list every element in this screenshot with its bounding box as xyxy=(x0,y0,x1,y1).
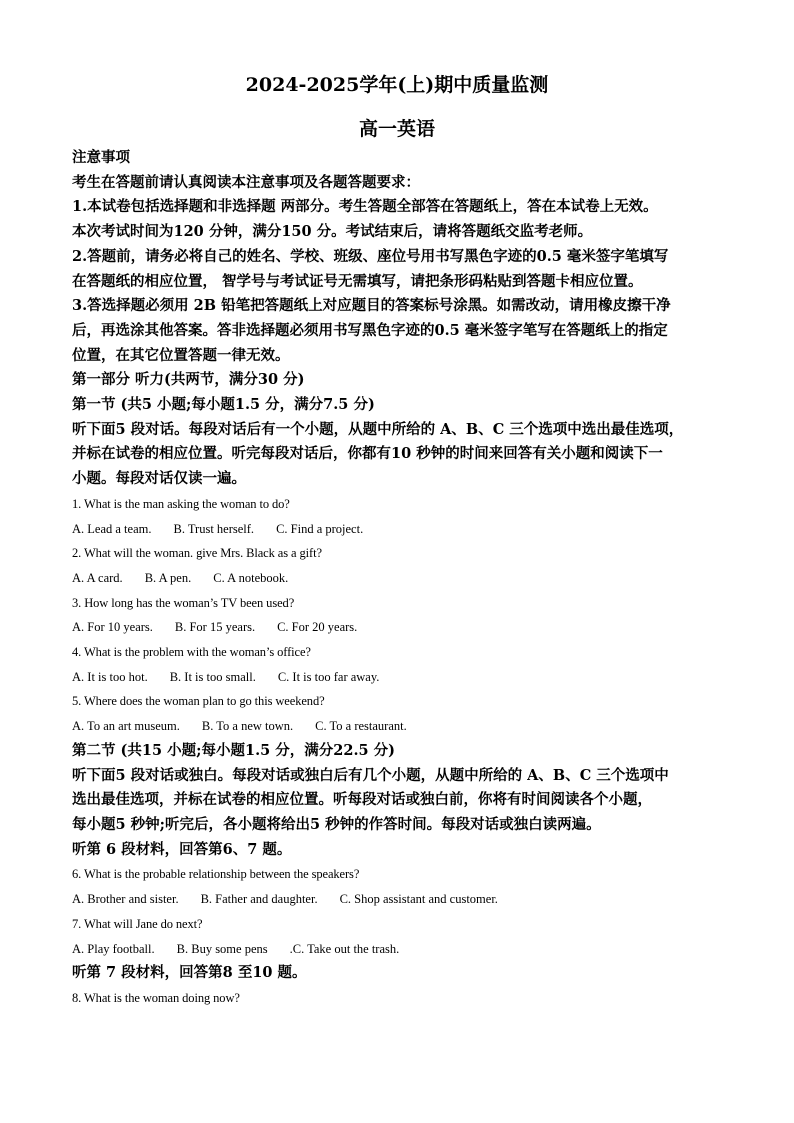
option-b: B. Trust herself. xyxy=(173,521,255,536)
material-6-heading: 听第 6 段材料，回答第6、7 题。 xyxy=(72,840,292,858)
question-2: 2. What will the woman. give Mrs. Black as a gift? xyxy=(72,546,322,561)
option-a: A. Lead a team. xyxy=(72,521,152,536)
question-4-options xyxy=(72,665,724,690)
question-1-options xyxy=(72,517,724,542)
section1-heading: 第一节 (共5 小题;每小题1.5 分，满分7.5 分) xyxy=(72,396,375,414)
notice-item3-line1: 3.答选择题必须用 2B 铅笔把答题纸上对应题目的答案标号涂黑。如需改动，请用橡皮擦干净 xyxy=(72,297,671,315)
section2-instruction-line2: 选出最佳选项，并标在试卷的相应位置。听每段对话或独白前，你将有时间阅读各个小题， xyxy=(72,791,652,809)
question-7-options xyxy=(72,937,724,962)
exam-subtitle: 高一英语 xyxy=(358,118,435,140)
option-a: A. To an art museum. xyxy=(72,719,180,734)
notice-item3-line2: 后，再选涂其他答案。答非选择题必须用书写黑色字迹的0.5 毫米签字笔写在答题纸上的指定 xyxy=(72,321,668,339)
question-6-options xyxy=(72,887,724,912)
question-6: 6. What is the probable relationship between the speakers? xyxy=(72,867,360,882)
option-a: A. Brother and sister. xyxy=(72,892,179,907)
question-7: 7. What will Jane do next? xyxy=(72,916,203,931)
question-5: 5. Where does the woman plan to go this weekend? xyxy=(72,694,325,709)
option-c: C. Shop assistant and customer. xyxy=(339,892,498,907)
option-b: B. A pen. xyxy=(144,570,192,585)
question-4: 4. What is the problem with the woman’s office? xyxy=(72,645,311,660)
option-b: B. It is too small. xyxy=(169,669,256,684)
question-3-options xyxy=(72,615,724,640)
exam-title: 2024-2025学年(上)期中质量监测 xyxy=(245,74,549,96)
notice-item1-line1: 1.本试卷包括选择题和非选择题 两部分。考生答题全部答在答题纸上，答在本试卷上无效。 xyxy=(72,198,658,216)
option-c: C. A notebook. xyxy=(213,570,289,585)
option-b: B. To a new town. xyxy=(201,719,294,734)
notice-heading: 注意事项 xyxy=(72,149,130,166)
option-b: B. Buy some pens xyxy=(176,941,268,956)
section1-instruction-line1: 听下面5 段对话。每段对话后有一个小题，从题中所给的 A、B、C 三个选项中选出最佳选项， xyxy=(72,420,684,438)
section2-instruction-line1: 听下面5 段对话或独白。每段对话或独白后有几个小题，从题中所给的 A、B、C 三个选项中 xyxy=(72,766,669,784)
question-8: 8. What is the woman doing now? xyxy=(72,990,240,1005)
option-b: B. For 15 years. xyxy=(174,620,256,635)
option-a: A. For 10 years. xyxy=(72,620,153,635)
option-c: C. For 20 years. xyxy=(277,620,358,635)
option-c: C. To a restaurant. xyxy=(315,719,407,734)
material-7-heading: 听第 7 段材料，回答第8 至10 题。 xyxy=(72,964,307,982)
option-a: A. A card. xyxy=(72,570,123,585)
option-a: A. It is too hot. xyxy=(72,669,148,684)
option-c: C. It is too far away. xyxy=(277,669,380,684)
question-3: 3. How long has the woman’s TV been used? xyxy=(72,595,295,610)
notice-item2-line2: 在答题纸的相应位置， 智学号与考试证号无需填写，请把条形码粘贴到答题卡相应位置。 xyxy=(72,272,643,290)
option-c: C. Find a project. xyxy=(276,521,364,536)
section2-instruction-line3: 每小题5 秒钟;听完后，各小题将给出5 秒钟的作答时间。每段对话或独白读两遍。 xyxy=(72,815,601,833)
section1-instruction-line2: 并标在试卷的相应位置。听完每段对话后，你都有10 秒钟的时间来回答有关小题和阅读下一 xyxy=(72,445,663,463)
question-2-options xyxy=(72,566,724,591)
notice-intro: 考生在答题前请认真阅读本注意事项及各题答题要求： xyxy=(72,173,420,191)
section1-instruction-line3: 小题。每段对话仅读一遍。 xyxy=(72,470,246,488)
exam-content xyxy=(72,146,724,1011)
notice-item2-line1: 2.答题前，请务必将自己的姓名、学校、班级、座位号用书写黑色字迹的0.5 毫米签字笔填写 xyxy=(72,247,669,265)
option-b: B. Father and daughter. xyxy=(200,892,318,907)
section2-heading: 第二节 (共15 小题;每小题1.5 分，满分22.5 分) xyxy=(72,741,395,759)
notice-item1-line2: 本次考试时间为120 分钟，满分150 分。考试结束后，请将答题纸交监考老师。 xyxy=(72,223,593,241)
question-5-options xyxy=(72,714,724,739)
option-c: .C. Take out the trash. xyxy=(289,941,400,956)
option-a: A. Play football. xyxy=(72,941,155,956)
part1-heading: 第一部分 听力(共两节，满分30 分) xyxy=(72,371,305,389)
question-1: 1. What is the man asking the woman to do? xyxy=(72,496,290,511)
notice-item3-line3: 位置，在其它位置答题一律无效。 xyxy=(72,346,290,364)
